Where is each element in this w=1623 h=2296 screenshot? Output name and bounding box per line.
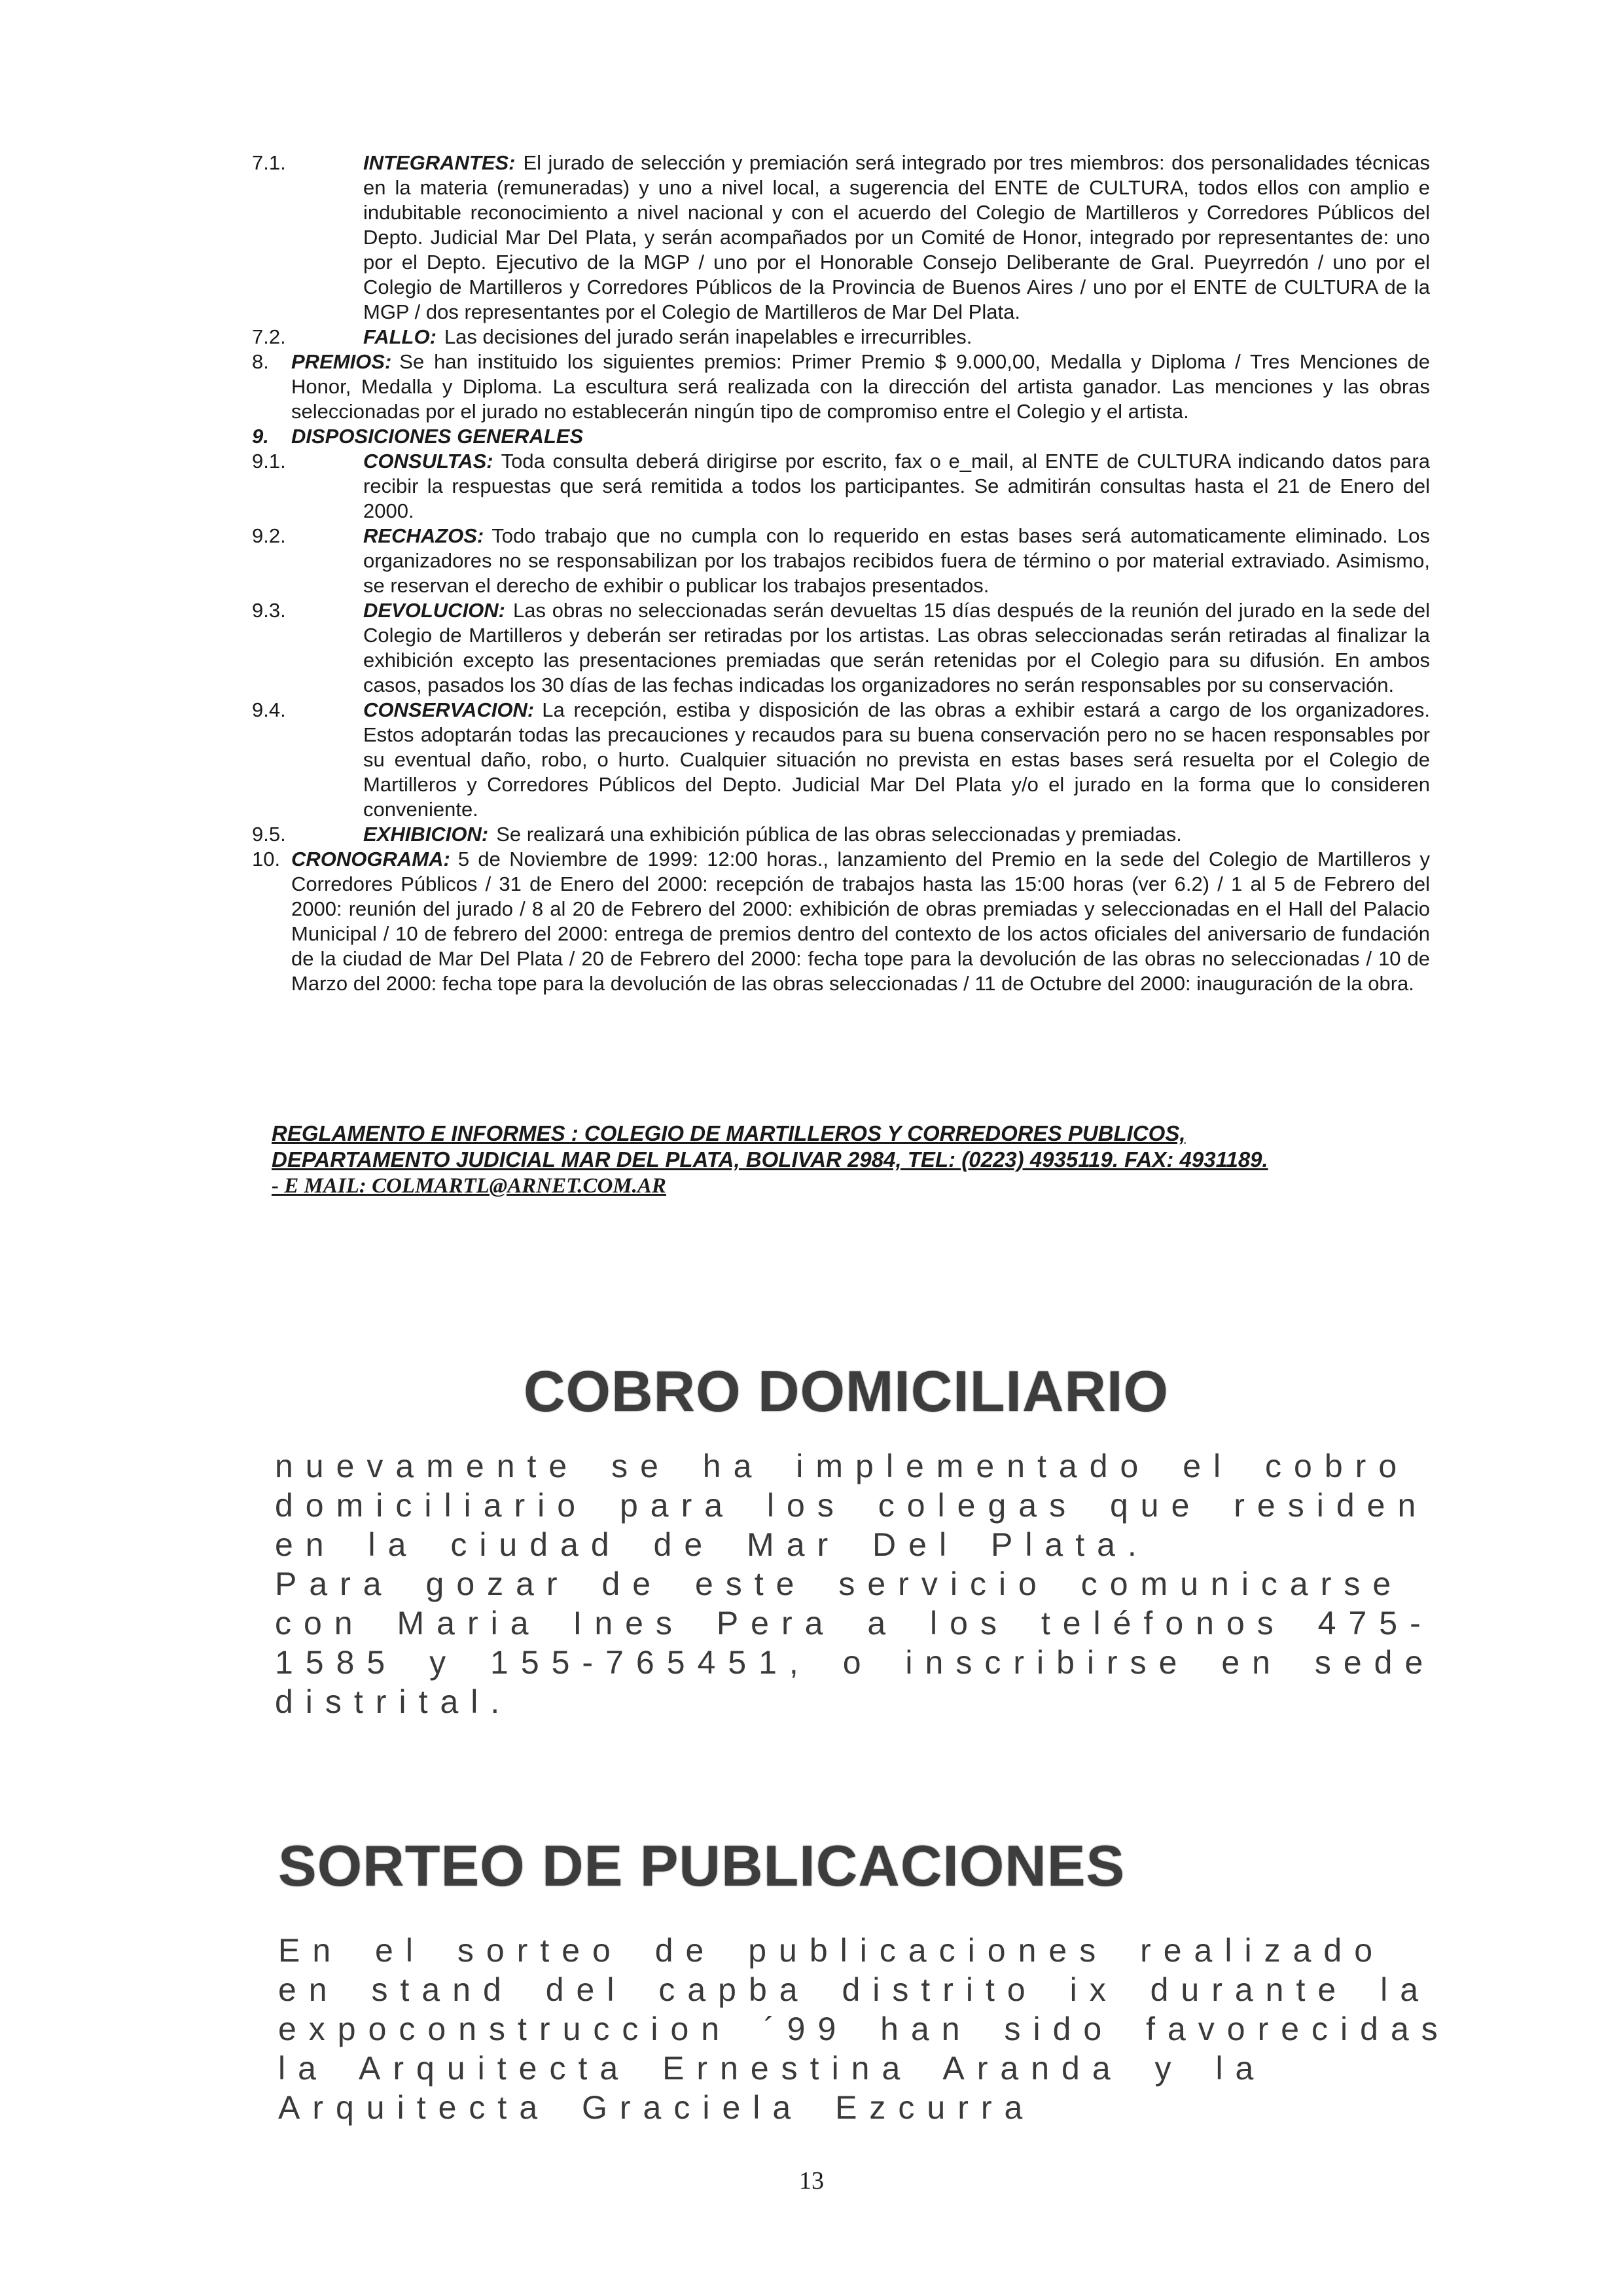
rule-text: Las decisiones del jurado serán inapelables e irrecurribles.	[444, 325, 972, 348]
sorteo-paragraph: En el sorteo de publicaciones realizado en stand del capba distrito ix durante la expoconstruccion ´99 han sido favorecidas la Arquitecta Ernestina Aranda y la Arquitecta Graciela Ezcurra	[278, 1932, 1450, 2126]
reglamento-line: REGLAMENTO E INFORMES : COLEGIO DE MARTILLEROS Y CORREDORES PUBLICOS,	[272, 1121, 1186, 1145]
rule-number: 9.	[252, 425, 269, 448]
rule-number: 9.5.	[252, 823, 286, 846]
rule-text: Se han instituido los siguientes premios: Primer Premio $ 9.000,00, Medalla y Diploma / Tres Menciones de Honor, Medalla y Diploma. La escultura será realizada con la dirección del artista ganador. Las menciones y las obras seleccionadas por el jurado no establecerán ningún tipo de compromiso entre el Colegio y el artista.	[291, 350, 1430, 423]
rule-text: 5 de Noviembre de 1999: 12:00 horas., lanzamiento del Premio en la sede del Colegio de Martilleros y Corredores Públicos / 31 de Enero del 2000: recepción de trabajos hasta las 15:00 horas (ver 6.2) / 1 al 5 de Febrero del 2000: reunión del jurado / 8 al 20 de Febrero del 2000: exhibición de obras premiadas y seleccionadas en el Hall del Palacio Municipal / 10 de febrero del 2000: entrega de premios dentro del contexto de los actos oficiales del aniversario de fundación de la ciudad de Mar Del Plata / 20 de Febrero del 2000: fecha tope para la devolución de las obras no seleccionadas / 10 de Marzo del 2000: fecha tope para la devolución de las obras seleccionadas / 11 de Octubre del 2000: inauguración de la obra.	[291, 848, 1430, 995]
sorteo-title: SORTEO DE PUBLICACIONES	[278, 1833, 1126, 1898]
rule-9-5	[252, 822, 1430, 847]
rule-number: 9.4.	[252, 698, 286, 721]
rule-number: 7.2.	[252, 325, 286, 348]
reglamento-line: DEPARTAMENTO JUDICIAL MAR DEL PLATA, BOLIVAR 2984, TEL: (0223) 4935119. FAX: 4931189.	[272, 1147, 1268, 1172]
rule-label: DEVOLUCION:	[363, 599, 505, 622]
rule-number: 9.1.	[252, 450, 286, 473]
rule-9-1	[252, 449, 1430, 524]
rule-9-2	[252, 524, 1430, 598]
rule-9-4	[252, 698, 1430, 822]
rule-number: 8.	[252, 350, 269, 373]
cobro-body	[275, 1446, 1453, 1721]
rule-8	[252, 350, 1430, 424]
rule-number: 9.3.	[252, 599, 286, 622]
page-number: 13	[799, 2167, 824, 2195]
rule-heading: DISPOSICIONES GENERALES	[291, 425, 584, 448]
cobro-paragraph: Para gozar de este servicio comunicarse con Maria Ines Pera a los teléfonos 475-1585 y 155-765451, o inscribirse en sede distrital.	[275, 1566, 1436, 1720]
rules-section	[252, 151, 1430, 996]
rule-9	[252, 424, 1430, 449]
rule-label: RECHAZOS:	[363, 524, 484, 547]
rule-label: FALLO:	[363, 325, 437, 348]
rule-label: CONSERVACION:	[363, 698, 535, 721]
sorteo-body	[278, 1931, 1456, 2127]
rule-text: Todo trabajo que no cumpla con lo requerido en estas bases será automaticamente eliminado. Los organizadores no se responsabilizan por los trabajos recibidos fuera de término o por material extraviado. Asimismo, se reservan el derecho de exhibir o publicar los trabajos presentados.	[363, 524, 1430, 597]
rule-text: La recepción, estiba y disposición de las obras a exhibir estará a cargo de los organizadores. Estos adoptarán todas las precauciones y recaudos para su buena conservación pero no se hacen responsables por su eventual daño, robo, o hurto. Cualquier situación no prevista en estas bases será resuelta por el Colegio de Martilleros y Corredores Públicos del Depto. Judicial Mar Del Plata y/o el jurado en la forma que lo consideren conveniente.	[363, 698, 1430, 821]
rule-text: Se realizará una exhibición pública de las obras seleccionadas y premiadas.	[496, 823, 1182, 846]
rule-7-1	[252, 151, 1430, 325]
cobro-title: COBRO DOMICILIARIO	[524, 1359, 1169, 1424]
rule-label: CRONOGRAMA:	[291, 848, 450, 870]
rule-number: 7.1.	[252, 151, 286, 174]
cobro-paragraph: nuevamente se ha implementado el cobro domiciliario para los colegas que residen en la ciudad de Mar Del Plata.	[275, 1448, 1429, 1563]
rule-label: EXHIBICION:	[363, 823, 489, 846]
rule-label: PREMIOS:	[291, 350, 392, 373]
reglamento-block	[272, 1121, 1423, 1199]
rule-number: 9.2.	[252, 524, 286, 547]
rule-number: 10.	[252, 848, 281, 870]
rule-text: Las obras no seleccionadas serán devueltas 15 días después de la reunión del jurado en la sede del Colegio de Martilleros y deberán ser retiradas por los artistas. Las obras seleccionadas serán retiradas al finalizar la exhibición excepto las presentaciones premiadas que serán retenidas por el Colegio para su difusión. En ambos casos, pasados los 30 días de las fechas indicadas los organizadores no serán responsables por su conservación.	[363, 599, 1430, 696]
rule-10	[252, 847, 1430, 996]
rule-label: INTEGRANTES:	[363, 151, 516, 174]
reglamento-email: - E MAIL: COLMARTL@ARNET.COM.AR	[272, 1174, 666, 1198]
rule-7-2	[252, 325, 1430, 350]
rule-text: Toda consulta deberá dirigirse por escrito, fax o e_mail, al ENTE de CULTURA indicando datos para recibir la respuestas que será remitida a todos los participantes. Se admitirán consultas hasta el 21 de Enero del 2000.	[363, 450, 1430, 522]
rule-text: El jurado de selección y premiación será integrado por tres miembros: dos personalidades técnicas en la materia (remuneradas) y uno a nivel local, a sugerencia del ENTE de CULTURA, todos ellos con amplio e indubitable reconocimiento a nivel nacional y con el acuerdo del Colegio de Martilleros y Corredores Públicos del Depto. Judicial Mar Del Plata, y serán acompañados por un Comité de Honor, integrado por representantes de: uno por el Depto. Ejecutivo de la MGP / uno por el Honorable Consejo Deliberante de Gral. Pueyrredón / uno por el Colegio de Martilleros y Corredores Públicos de la Provincia de Buenos Aires / uno por el ENTE de CULTURA de la MGP / dos representantes por el Colegio de Martilleros de Mar Del Plata.	[363, 151, 1430, 323]
rule-label: CONSULTAS:	[363, 450, 493, 473]
rule-9-3	[252, 598, 1430, 698]
